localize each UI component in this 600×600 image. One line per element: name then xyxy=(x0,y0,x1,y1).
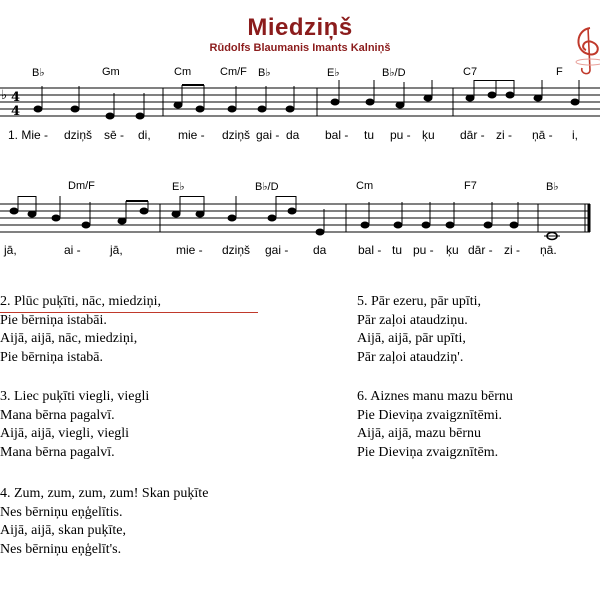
lyric-syllable: ņā. xyxy=(540,243,557,257)
lyric-syllable: ai - xyxy=(64,243,81,257)
song-authors: Rūdolfs Blaumanis Imants Kalniņš xyxy=(209,42,391,54)
verse-line: Pie Dieviņa zvaigznītēm. xyxy=(357,444,499,460)
verse-line: Pār zaļoi ataudziņu. xyxy=(357,312,468,328)
lyric-syllable: ķu xyxy=(422,128,435,142)
notes-group xyxy=(34,80,579,119)
lyric-syllable: da xyxy=(286,128,300,142)
verse-line: 4. Zum, zum, zum, zum! Skan puķīte xyxy=(0,486,209,501)
lyric-syllable: i, xyxy=(572,128,578,142)
lyric-syllable: dziņš xyxy=(64,128,93,142)
lyrics-line-2 xyxy=(0,243,600,259)
music-staff-2 xyxy=(0,196,600,248)
chord-symbol: Dm/F xyxy=(68,180,95,192)
chord-symbol: F xyxy=(556,66,563,78)
verse-2 xyxy=(0,293,161,367)
chord-row-2 xyxy=(0,180,600,194)
verse-line: Pie Dieviņa zvaigznītēmi. xyxy=(357,407,503,423)
lyric-syllable: jā, xyxy=(4,243,17,257)
chord-symbol: Gm xyxy=(102,66,120,78)
lyric-syllable: tu xyxy=(364,128,375,142)
verse-line: Mana bērna pagalvī. xyxy=(0,407,115,423)
verse-4 xyxy=(0,485,208,559)
lyric-syllable: ņā - xyxy=(532,128,553,142)
chord-symbol: B♭ xyxy=(258,67,271,79)
verse-line: Mana bērna pagalvī. xyxy=(0,444,115,460)
chord-symbol: E♭ xyxy=(172,181,185,193)
song-title: Miedziņš xyxy=(247,14,353,41)
verse-line: Nes bērniņu eņģelīt's. xyxy=(0,541,122,557)
lyric-syllable: pu - xyxy=(390,128,411,142)
verse-line: Aijā, aijā, viegli, viegli xyxy=(0,426,130,441)
lyric-syllable: dziņš xyxy=(222,243,251,257)
chord-symbol: B♭ xyxy=(546,181,559,193)
verse-line: Aijā, aijā, pār upīti, xyxy=(357,331,466,346)
verse-3 xyxy=(0,388,149,462)
svg-text:4: 4 xyxy=(11,90,21,105)
lyric-syllable: gai - xyxy=(265,243,289,257)
lyric-syllable: gai - xyxy=(256,128,280,142)
lyric-syllable: mie - xyxy=(176,243,203,257)
lyric-syllable: dār - xyxy=(460,128,485,142)
chord-symbol: B♭ xyxy=(32,67,45,79)
lyric-syllable: zi - xyxy=(504,243,520,257)
verse-line: Pār zaļoi ataudziņ'. xyxy=(357,349,464,365)
verse-line: 6. Aiznes manu mazu bērnu xyxy=(357,389,513,404)
lyric-syllable: bal - xyxy=(325,128,349,142)
lyric-syllable: dār - xyxy=(468,243,493,257)
chord-symbol: F7 xyxy=(464,180,477,192)
chord-row-1 xyxy=(0,66,600,80)
chord-symbol: Cm/F xyxy=(220,66,247,78)
chord-symbol: Cm xyxy=(174,66,192,78)
verse-line: Aijā, aijā, skan puķīte, xyxy=(0,523,126,538)
lyric-syllable: jā, xyxy=(110,243,123,257)
verse-line: 2. Plūc puķīti, nāc, miedziņi, xyxy=(0,294,161,309)
lyric-syllable: sē - xyxy=(104,128,125,142)
chord-symbol: E♭ xyxy=(327,67,340,79)
lyric-syllable: da xyxy=(313,243,327,257)
verse-5 xyxy=(357,293,481,367)
lyrics-line-1 xyxy=(0,128,600,144)
chord-symbol: B♭/D xyxy=(255,181,279,193)
chord-symbol: B♭/D xyxy=(382,67,406,79)
svg-text:♭: ♭ xyxy=(1,88,8,103)
svg-text:4: 4 xyxy=(11,104,21,119)
lyric-syllable: 1. Mie - xyxy=(8,128,49,142)
chord-symbol: Cm xyxy=(356,180,374,192)
verse-line: Pie bērniņa istabā. xyxy=(0,349,104,365)
key-signature-icon xyxy=(1,88,7,103)
lyric-syllable: bal - xyxy=(358,243,382,257)
chord-symbol: C7 xyxy=(463,66,478,78)
lyric-syllable: mie - xyxy=(178,128,205,142)
verse-line: Aijā, aijā, nāc, miedziņi, xyxy=(0,331,138,346)
music-staff-1 xyxy=(0,80,600,130)
verse-line: 3. Liec puķīti viegli, viegli xyxy=(0,389,150,404)
verse-line: Pie bērniņa istabāi. xyxy=(0,312,107,328)
verse-line: Aijā, aijā, mazu bērnu xyxy=(357,426,482,441)
verse-6 xyxy=(357,388,513,462)
lyric-syllable: ķu xyxy=(446,243,459,257)
verse-line: Nes bērniņu eņģelītis. xyxy=(0,504,123,520)
lyric-syllable: tu xyxy=(392,243,403,257)
lyric-syllable: di, xyxy=(138,128,151,142)
verse-line: 5. Pār ezeru, pār upīti, xyxy=(357,294,482,309)
lyric-syllable: pu - xyxy=(413,243,434,257)
time-signature-icon xyxy=(11,90,20,119)
lyric-syllable: zi - xyxy=(496,128,512,142)
lyric-syllable: dziņš xyxy=(222,128,251,142)
